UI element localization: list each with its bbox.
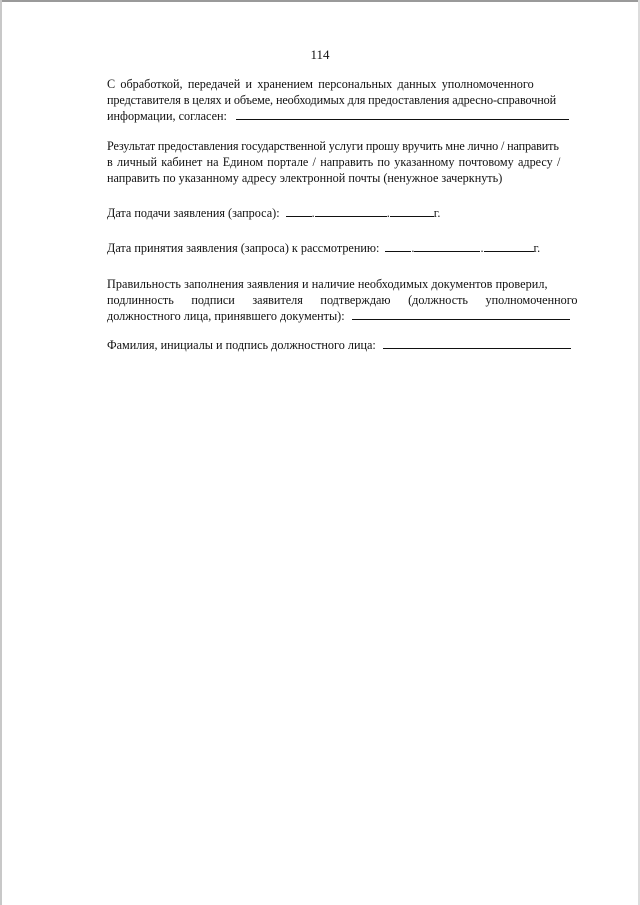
acceptance-year-field[interactable] [484,240,534,252]
consent-line-3 [107,108,577,124]
verification-line-2: подлинность подписи заявителя подтверждаю (должность уполномоченного [107,293,578,307]
consent-label: информации, согласен: [107,109,227,123]
verification-paragraph [107,276,577,324]
submission-year-field[interactable] [390,205,434,217]
official-signature-field[interactable] [383,337,571,349]
submission-date-label: Дата подачи заявления (запроса): [107,206,280,220]
result-line-1: Результат предоставления государственной услуги прошу вручить мне лично / направить [107,139,559,153]
submission-day-field[interactable] [286,205,312,217]
official-signature-row [107,337,577,353]
form-content [107,76,577,353]
consent-signature-line[interactable] [236,108,569,120]
acceptance-date-sep-2: . [480,241,484,255]
verification-line-3 [107,308,577,324]
official-signature-label: Фамилия, инициалы и подпись должностного лица: [107,338,376,352]
scan-edge-top [0,0,640,2]
acceptance-date-label: Дата принятия заявления (запроса) к рассмотрению: [107,241,380,255]
consent-line-2: представителя в целях и объеме, необходимых для предоставления адресно-справочной [107,93,557,107]
result-paragraph [107,138,577,186]
acceptance-day-field[interactable] [385,240,411,252]
result-line-2: в личный кабинет на Едином портале / направить по указанному почтовому адресу / [107,155,561,169]
page-number: 114 [310,47,330,62]
acceptance-month-field[interactable] [414,240,480,252]
result-line-3: направить по указанному адресу электронной почты (ненужное зачеркнуть) [107,171,503,185]
submission-date-sep-2: . [386,206,390,220]
verification-label: должностного лица, принявшего документы): [107,309,345,323]
verification-line-1: Правильность заполнения заявления и наличие необходимых документов проверил, [107,277,548,291]
submission-date-suffix: г. [433,206,441,220]
official-position-field[interactable] [352,308,570,320]
submission-month-field[interactable] [315,205,387,217]
submission-date-row [107,205,577,221]
submission-date-sep-1: . [311,206,315,220]
acceptance-date-row [107,240,577,256]
acceptance-date-sep-1: . [411,241,415,255]
acceptance-date-suffix: г. [533,241,541,255]
consent-line-1: С обработкой, передачей и хранением персональных данных уполномоченного [107,77,534,91]
scan-edge-left [0,0,2,905]
consent-paragraph [107,76,577,124]
